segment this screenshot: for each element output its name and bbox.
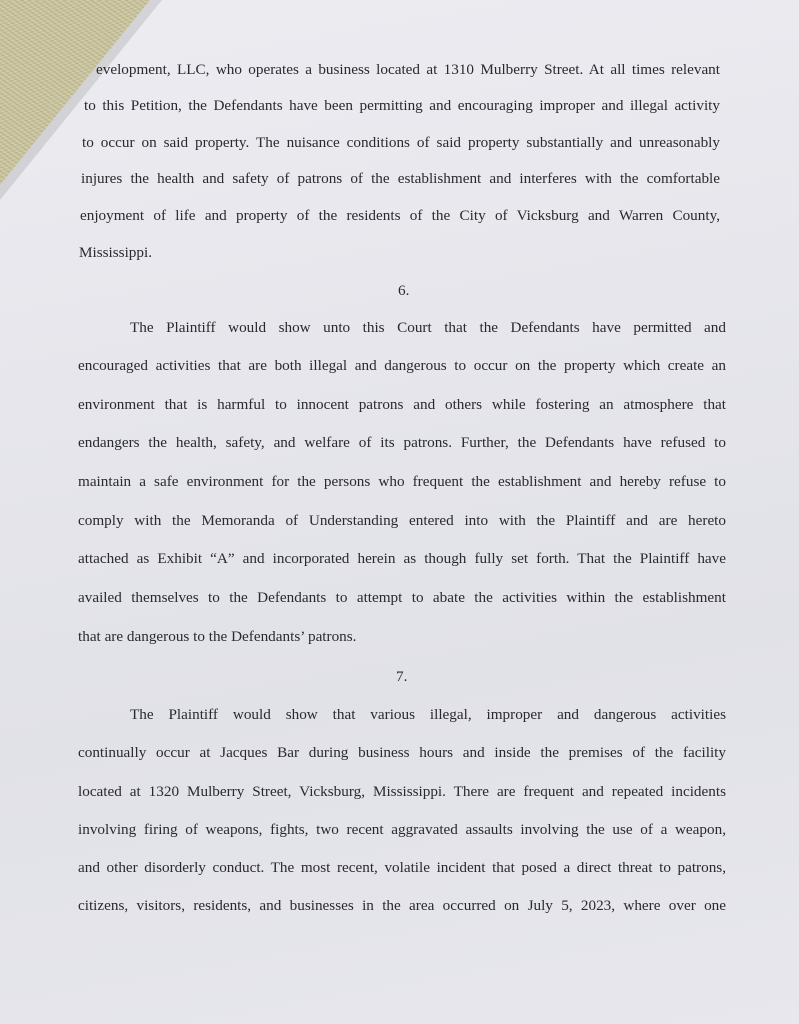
paragraph-line: evelopment, LLC, who operates a business located at 1310 Mulberry Street. At all times relevant — [96, 61, 720, 78]
paragraph-line: located at 1320 Mulberry Street, Vicksburg, Mississippi. There are frequent and repeated incidents — [78, 783, 726, 800]
paragraph-line: maintain a safe environment for the persons who frequent the establishment and hereby refuse to — [78, 473, 726, 490]
paragraph-line: that are dangerous to the Defendants’ patrons. — [78, 628, 357, 645]
paragraph-line: The Plaintiff would show unto this Court that the Defendants have permitted and — [130, 319, 726, 336]
paragraph-line: to this Petition, the Defendants have been permitting and encouraging improper and illegal activity — [84, 97, 720, 114]
section-number: 6. — [398, 282, 410, 299]
paragraph-line: encouraged activities that are both illegal and dangerous to occur on the property which create an — [78, 357, 726, 374]
paragraph-line: injures the health and safety of patrons of the establishment and interferes with the comfortable — [81, 170, 720, 187]
paragraph-line: attached as Exhibit “A” and incorporated herein as though fully set forth. That the Plaintiff have — [78, 550, 726, 567]
paragraph-line: continually occur at Jacques Bar during business hours and inside the premises of the facility — [78, 744, 726, 761]
paragraph-line: to occur on said property. The nuisance conditions of said property substantially and unreasonably — [82, 134, 720, 151]
paragraph-line: comply with the Memoranda of Understanding entered into with the Plaintiff and are hereto — [78, 512, 726, 529]
paragraph-line: citizens, visitors, residents, and businesses in the area occurred on July 5, 2023, where over one — [78, 897, 726, 914]
paragraph-line: The Plaintiff would show that various illegal, improper and dangerous activities — [130, 706, 726, 723]
section-number: 7. — [396, 668, 408, 685]
paragraph-line: and other disorderly conduct. The most recent, volatile incident that posed a direct threat to patrons, — [78, 859, 726, 876]
paragraph-line: involving firing of weapons, fights, two recent aggravated assaults involving the use of a weapon, — [78, 821, 726, 838]
paragraph-line: availed themselves to the Defendants to attempt to abate the activities within the establishment — [78, 589, 726, 606]
paragraph-line: Mississippi. — [79, 244, 153, 261]
paragraph-line: environment that is harmful to innocent patrons and others while fostering an atmosphere that — [78, 396, 726, 413]
paragraph-line: enjoyment of life and property of the residents of the City of Vicksburg and Warren County, — [80, 207, 720, 224]
paragraph-line: endangers the health, safety, and welfare of its patrons. Further, the Defendants have refused to — [78, 434, 726, 451]
